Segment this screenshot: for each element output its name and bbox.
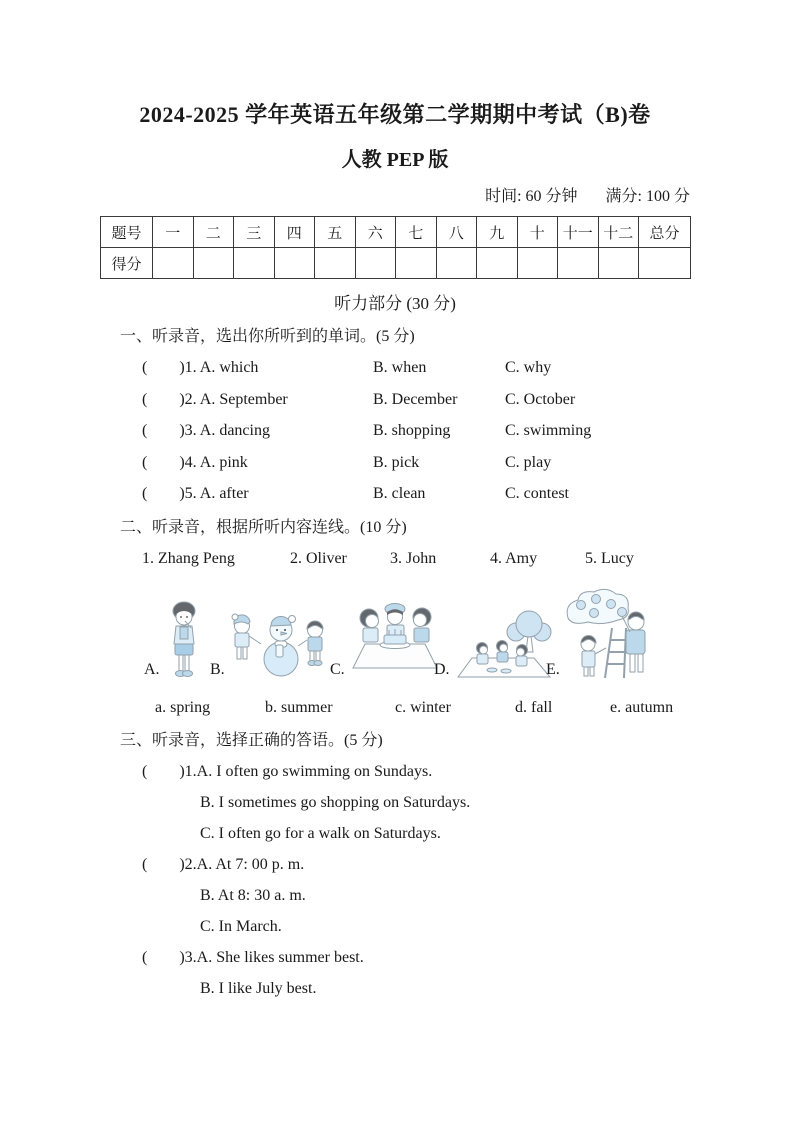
- option-c: C. contest: [505, 485, 569, 502]
- option-b: B. shopping: [373, 422, 451, 439]
- option-a: ( )5. A. after: [142, 485, 249, 502]
- score-cell: [517, 248, 558, 279]
- time-limit: 时间: 60 分钟: [485, 188, 578, 205]
- option-b: B. when: [373, 359, 427, 376]
- match-name: 4. Amy: [490, 549, 538, 567]
- option-b: B. December: [373, 390, 458, 408]
- illustration-a-child-eating-icecream-icon: [164, 600, 204, 680]
- score-cell: [234, 248, 275, 279]
- exam-info-line: [100, 186, 690, 208]
- score-table-header-cell: 七: [396, 217, 437, 248]
- score-table-header-cell: 三: [234, 217, 275, 248]
- part3-question-block: [100, 942, 690, 1004]
- score-cell: [598, 248, 639, 279]
- option-b: B. pick: [373, 453, 420, 471]
- option-c: C. play: [505, 453, 552, 471]
- score-table-header-cell: 总分: [639, 217, 691, 248]
- score-cell: [193, 248, 234, 279]
- illustration-b-snowman-winter-icon: [229, 600, 325, 680]
- option-c: C. swimming: [505, 422, 592, 439]
- season-option: d. fall: [515, 698, 553, 716]
- score-row-label: 得分: [101, 248, 153, 279]
- illustration-c-birthday-cake-table-icon: [349, 598, 441, 680]
- part1-question-row: [142, 415, 690, 447]
- picture-label-a: A.: [144, 660, 160, 678]
- score-cell: [477, 248, 518, 279]
- score-table-header-cell: 十: [517, 217, 558, 248]
- score-table: [100, 216, 691, 279]
- part2-pictures-row: [144, 584, 690, 680]
- option-a: ( )4. A. pink: [142, 453, 248, 471]
- score-cell: [315, 248, 356, 279]
- score-cell: [436, 248, 477, 279]
- match-name: 2. Oliver: [290, 549, 347, 567]
- match-name: 3. John: [390, 549, 437, 567]
- score-table-score-row: [101, 248, 691, 279]
- option-c: C. October: [505, 390, 576, 408]
- option-a: ( )2. A. September: [142, 390, 288, 408]
- exam-content: [100, 0, 690, 1004]
- season-option: e. autumn: [610, 698, 674, 716]
- answer-option-b: B. At 8: 30 a. m.: [200, 886, 306, 904]
- picture-label-c: C.: [330, 660, 345, 678]
- score-table-header-cell: 二: [193, 217, 234, 248]
- part1-question-row: [142, 384, 690, 416]
- picture-item-b: [210, 600, 330, 680]
- answer-option-a: ( )2.A. At 7: 00 p. m.: [142, 855, 305, 873]
- part1-heading: 一、听录音，选出你所听到的单词。(5 分): [120, 328, 415, 345]
- picture-item-a: [144, 600, 210, 680]
- answer-option-a: ( )3.A. She likes summer best.: [142, 948, 364, 966]
- answer-option-c: C. In March.: [200, 917, 282, 935]
- score-table-header-row: [101, 217, 691, 248]
- illustration-e-apple-picking-ladder-icon: [564, 588, 654, 680]
- score-table-header-cell: 十二: [598, 217, 639, 248]
- match-name: 1. Zhang Peng: [142, 549, 235, 567]
- full-score: 满分: 100 分: [605, 188, 690, 205]
- part2-seasons-row: [155, 692, 690, 723]
- part1-question-row: [142, 447, 690, 479]
- option-c: C. why: [505, 359, 552, 376]
- score-table-header-cell: 题号: [101, 217, 153, 248]
- part2-heading: 二、听录音，根据所听内容连线。(10 分): [120, 518, 407, 536]
- illustration-d-picnic-under-tree-icon: [454, 610, 554, 680]
- listening-section-title: 听力部分 (30 分): [334, 294, 456, 313]
- season-option: b. summer: [265, 698, 333, 716]
- picture-item-e: [546, 588, 654, 680]
- part3-heading: 三、听录音，选择正确的答语。(5 分): [120, 731, 383, 749]
- answer-option-a: ( )1.A. I often go swimming on Sundays.: [142, 762, 433, 780]
- score-table-header-cell: 一: [153, 217, 194, 248]
- picture-label-b: B.: [210, 660, 225, 678]
- exam-edition: 人教 PEP 版: [341, 149, 449, 171]
- picture-item-c: [330, 598, 434, 680]
- score-table-header-cell: 十一: [558, 217, 599, 248]
- match-name: 5. Lucy: [585, 549, 634, 567]
- part1-question-row: [142, 352, 690, 384]
- answer-option-b: B. I like July best.: [200, 979, 317, 997]
- part1-question-row: [142, 478, 690, 510]
- score-table-header-cell: 四: [274, 217, 315, 248]
- score-cell: [355, 248, 396, 279]
- score-table-header-cell: 九: [477, 217, 518, 248]
- season-option: a. spring: [155, 698, 211, 716]
- answer-option-b: B. I sometimes go shopping on Saturdays.: [200, 793, 471, 811]
- score-cell: [639, 248, 691, 279]
- picture-item-d: [434, 610, 546, 680]
- score-cell: [558, 248, 599, 279]
- option-a: ( )3. A. dancing: [142, 422, 270, 439]
- picture-label-e: E.: [546, 660, 560, 678]
- exam-title: 2024-2025 学年英语五年级第二学期期中考试（B)卷: [139, 102, 651, 127]
- score-table-header-cell: 六: [355, 217, 396, 248]
- picture-label-d: D.: [434, 660, 450, 678]
- part3-question-block: [100, 849, 690, 942]
- part2-names-row: [142, 543, 690, 574]
- score-table-header-cell: 八: [436, 217, 477, 248]
- score-table-header-cell: 五: [315, 217, 356, 248]
- score-cell: [153, 248, 194, 279]
- score-cell: [396, 248, 437, 279]
- part3-question-block: [100, 756, 690, 849]
- option-a: ( )1. A. which: [142, 359, 259, 376]
- score-cell: [274, 248, 315, 279]
- answer-option-c: C. I often go for a walk on Saturdays.: [200, 824, 441, 842]
- option-b: B. clean: [373, 485, 426, 502]
- season-option: c. winter: [395, 698, 451, 716]
